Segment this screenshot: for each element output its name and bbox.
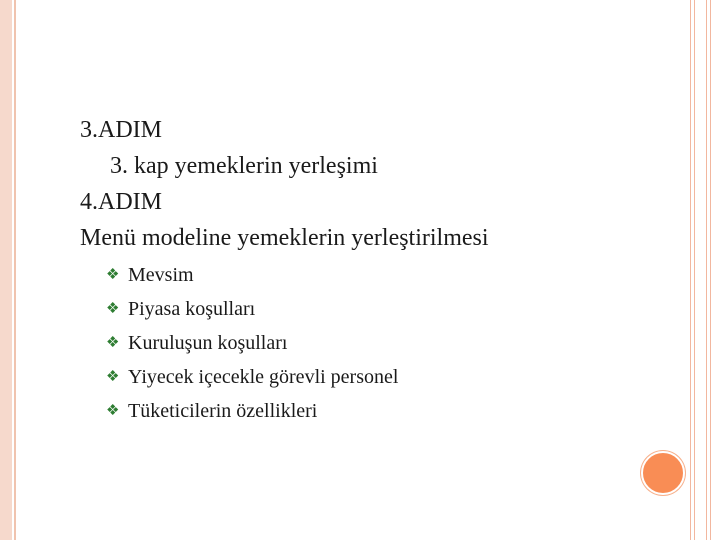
right-decorative-line: [706, 0, 707, 540]
bullet-list: [80, 258, 489, 428]
right-decorative-line: [694, 0, 695, 540]
right-decorative-line: [690, 0, 691, 540]
left-border-inner-line: [12, 0, 14, 540]
slide-content: [80, 112, 489, 428]
right-decorative-line: [710, 0, 711, 540]
step3-text: 3. kap yemeklerin yerleşimi: [110, 153, 378, 179]
bullet-icon: ❖: [106, 334, 120, 351]
list-item-text: Tüketicilerin özellikleri: [128, 400, 318, 422]
list-item: [106, 326, 489, 360]
list-item: [106, 394, 489, 428]
list-item: [106, 258, 489, 292]
bullet-icon: ❖: [106, 300, 120, 317]
step3-heading: 3.ADIM: [80, 117, 162, 143]
bullet-icon: ❖: [106, 402, 120, 419]
bullet-icon: ❖: [106, 368, 120, 385]
list-item: [106, 292, 489, 326]
list-item-text: Kuruluşun koşulları: [128, 332, 288, 354]
list-item-text: Mevsim: [128, 264, 194, 286]
step4-text: Menü modeline yemeklerin yerleştirilmesi: [80, 225, 489, 251]
list-item-text: Yiyecek içecekle görevli personel: [128, 366, 399, 388]
list-item-text: Piyasa koşulları: [128, 298, 256, 320]
bullet-icon: ❖: [106, 266, 120, 283]
list-item: [106, 360, 489, 394]
left-decorative-border: [0, 0, 16, 540]
step4-heading: 4.ADIM: [80, 189, 162, 215]
decorative-circle: [641, 451, 685, 495]
